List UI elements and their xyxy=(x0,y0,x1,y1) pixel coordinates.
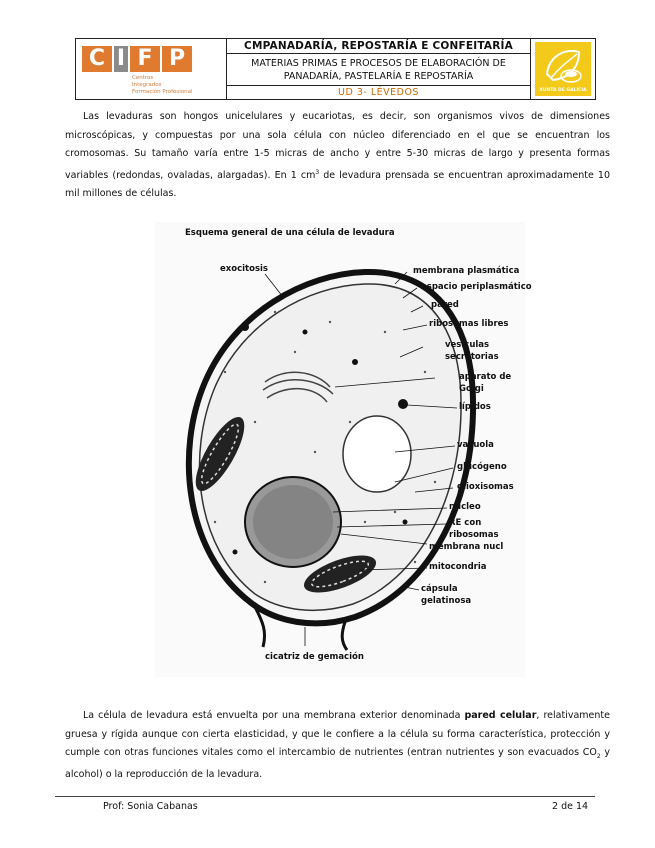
intro-text-end: de levadura prensada se encuentran aproximadamente 10 mil millones de células. xyxy=(65,169,611,200)
cell-wall-paragraph xyxy=(65,707,610,785)
footer-page-number: 2 de 14 xyxy=(552,801,589,812)
logo-sub-line: Formación Profesional xyxy=(132,89,193,95)
lipid xyxy=(241,323,249,331)
label-gelatinosa: gelatinosa xyxy=(421,596,472,606)
logo-sub-line: Integrados xyxy=(132,82,162,88)
xunta-logo xyxy=(530,39,595,99)
yeast-cell-diagram xyxy=(155,222,532,677)
cifp-logo xyxy=(76,39,227,99)
xunta-logo-tile xyxy=(535,42,591,96)
para2-text-mid: , relativamente gruesa y rígida aunque con cierta elasticidad, y que le confiere a la célula su forma característica, protección y cumple con otras funciones vitales como el intercambio de nutrientes (entran nutrientes y son evacuados CO xyxy=(65,710,610,758)
logo-letter-p: P xyxy=(162,46,192,72)
document-header xyxy=(75,38,596,100)
para2-bold-term: pared celular xyxy=(464,710,537,721)
label-pared: pared xyxy=(431,300,459,310)
label-membrana-nuclear: membrana nucl xyxy=(429,542,504,552)
label-vesiculas: vesículas xyxy=(445,340,490,350)
label-capsula: cápsula xyxy=(421,584,458,594)
label-espacio-periplasmatico: espacio periplasmático xyxy=(421,282,532,292)
module-title-line: MATERIAS PRIMAS E PROCESOS DE ELABORACIÓN DE xyxy=(251,58,506,69)
label-secretorias: secretorias xyxy=(445,352,499,362)
intro-text: Las levaduras son hongos unicelulares y eucariotas, es decir, son organismos vivos de dimensiones microscópicas, y compuestas por una sola célula con núcleo diferenciado en el que se encuentran los cromosomas. Su tamaño varía entre 1-5 micras de ancho y entre 5-30 micras de largo y presenta formas variables (redondas, ovaladas, alargadas). En 1 cm xyxy=(65,111,610,181)
label-vacuola: vacuola xyxy=(457,440,494,450)
xunta-caption: XUNTA DE GALICIA xyxy=(539,88,587,93)
co2-subscript: 2 xyxy=(596,752,601,760)
bud-scar xyxy=(342,622,347,650)
footer-author: Prof: Sonia Cabanas xyxy=(103,801,198,812)
lipid xyxy=(233,550,238,555)
logo-letter-i: I xyxy=(114,46,128,72)
para2-text-end: y alcohol) o la reproducción de la levadura. xyxy=(65,747,610,781)
lipid xyxy=(303,330,308,335)
label-re-con: RE con xyxy=(449,518,482,528)
logo-letter-f: F xyxy=(130,46,160,72)
label-lipidos: lípidos xyxy=(459,402,491,412)
footer-divider xyxy=(55,796,595,797)
lipid xyxy=(352,359,358,365)
label-glioxisomas: glioxisomas xyxy=(457,482,514,492)
intro-paragraph xyxy=(65,108,610,204)
module-title-line: PANADARÍA, PASTELARÍA E REPOSTARÍA xyxy=(283,71,474,82)
label-ribosomas-libres: ribosomas libres xyxy=(429,319,509,329)
lipid xyxy=(403,520,408,525)
label-ribosomas: ribosomas xyxy=(449,530,499,540)
label-aparato-de: aparato de xyxy=(459,372,512,382)
label-cicatriz: cicatriz de gemación xyxy=(265,652,364,662)
diagram-title: Esquema general de una célula de levadura xyxy=(185,228,395,238)
unit-title: UD 3- LÉVEDOS xyxy=(338,87,419,98)
logo-sub-line: Centros xyxy=(132,75,154,81)
nucleus-texture xyxy=(253,485,333,559)
label-membrana-plasmatica: membrana plasmática xyxy=(413,266,520,276)
label-mitocondria: mitocondria xyxy=(429,562,487,572)
lipid xyxy=(398,399,408,409)
label-golgi: Golgi xyxy=(459,384,484,394)
label-nucleo: núcleo xyxy=(449,502,481,512)
header-center xyxy=(227,39,530,99)
para2-text: La célula de levadura está envuelta por una membrana exterior denominada xyxy=(83,710,465,721)
module-title xyxy=(227,54,530,86)
logo-letter-c: C xyxy=(82,46,112,72)
label-exocitosis: exocitosis xyxy=(220,264,268,274)
label-glucogeno: glucógeno xyxy=(457,462,507,472)
cubic-superscript: 3 xyxy=(315,168,320,176)
course-title: CMPANADARÍA, REPOSTARÍA E CONFEITARÍA xyxy=(227,39,530,54)
